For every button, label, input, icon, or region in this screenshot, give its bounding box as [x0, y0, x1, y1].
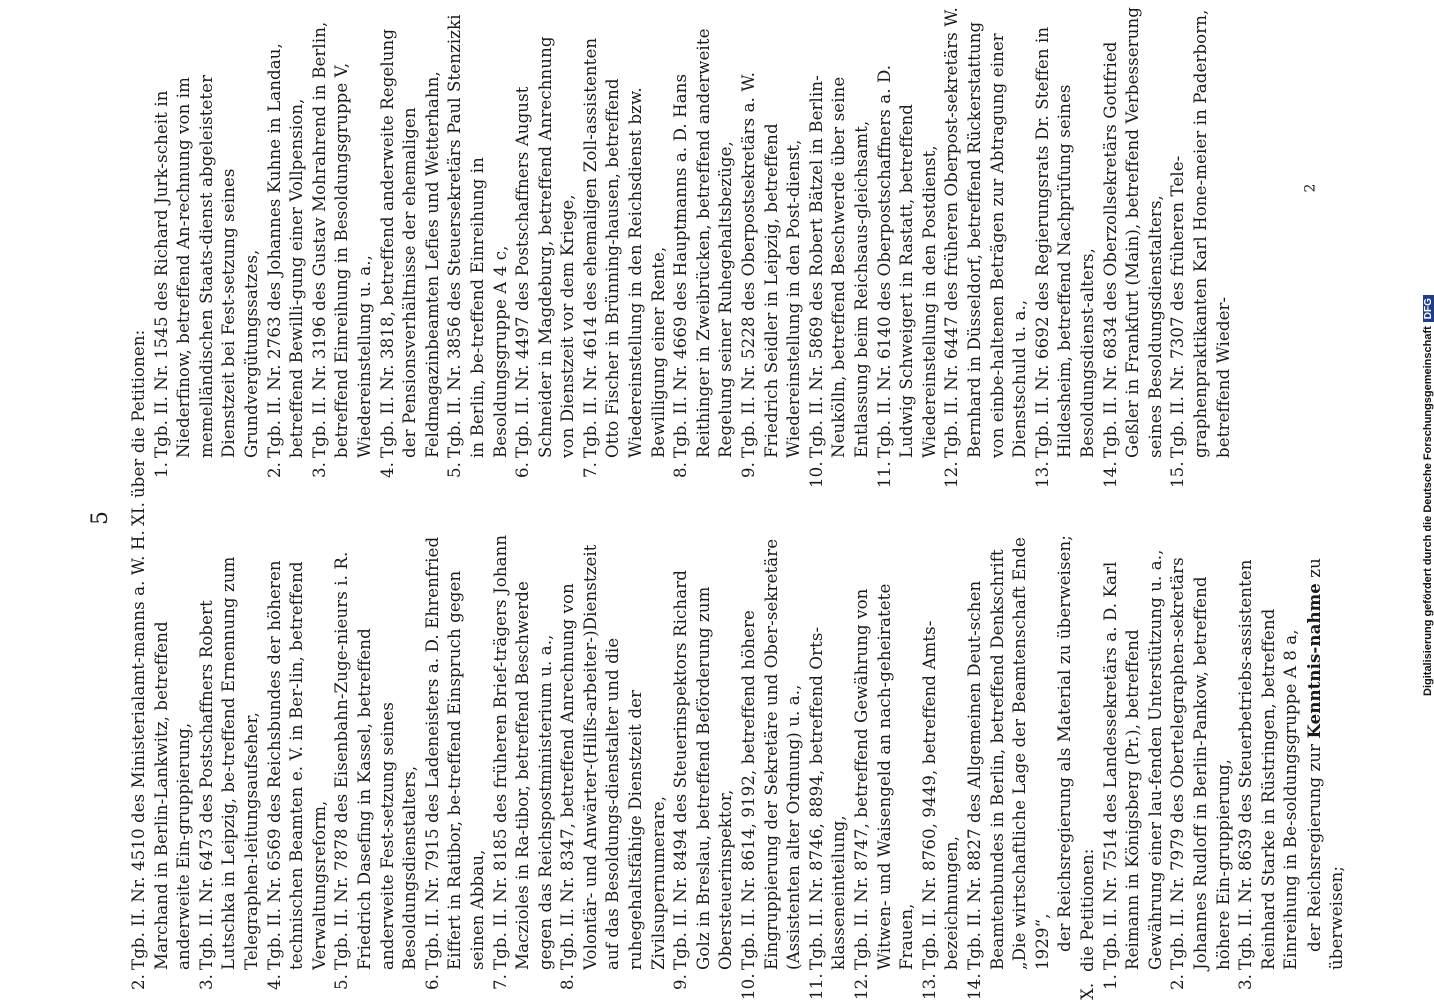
note-bold: Kenntnis-nahme — [1303, 583, 1324, 739]
petition-item — [444, 3, 512, 488]
petition-item — [309, 3, 377, 488]
left-note-kenntnis — [1303, 530, 1349, 1000]
petition-item — [1100, 3, 1168, 488]
petition-item — [738, 530, 806, 1000]
petition-text: Tgb. II. Nr. 6140 des Oberpostschaffners a. D. Ludwig Schweigert in Rastatt, betreffend Wiedereinstellung in den Postdienst, — [874, 64, 939, 458]
petition-number: 14. — [964, 973, 984, 1000]
petition-text: Tgb. II. Nr. 8614, 9192, betreffend höhere Eingruppierung der Sekretäre und Ober-sekretäre (Assistenten alter Ordnung) u. a., — [739, 538, 804, 970]
section-xi-petition-list — [151, 3, 1236, 488]
petition-number: 13. — [919, 973, 939, 1000]
left-note-material: der Reichsregierung als Material zu überweisen; — [1055, 535, 1075, 952]
petition-text: Tgb. II. Nr. 4614 des ehemaligen Zoll-assistenten Otto Fischer in Brünning-hausen, betreffend Wiedereinstellung in den Reichsdienst bzw. Bewilligung einer Rente, — [580, 37, 668, 458]
petition-item — [1167, 530, 1235, 1000]
petition-number: 5. — [445, 462, 465, 479]
petition-number: 11. — [874, 461, 894, 488]
petition-item — [1100, 530, 1168, 1000]
petition-item — [128, 530, 196, 1000]
petition-text: Tgb. II. Nr. 8827 des Allgemeinen Deut-schen Beamtenbundes in Berlin, betreffend Denkschrift „Die wirtschaftliche Lage der Beamtenschaft Ende 1929“, — [964, 537, 1052, 970]
petition-item — [196, 530, 264, 1000]
petition-item — [151, 3, 264, 488]
petition-text: Tgb. II. Nr. 5869 des Robert Bätzel in Berlin-Neukölln, betreffend Beschwerde über seine Entlassung beim Reichsaus-gleichsamt, — [806, 75, 871, 458]
note-post: zu überweisen; — [1304, 558, 1347, 970]
petition-text: Tgb. II. Nr. 1545 des Richard Jurk-scheit in Niederfinow, betreffend An-rechnung von im memelländischen Staats-dienst abgeleisteter Dienstzeit bei Fest-setzung seines Grundvergütungssatzes, — [151, 74, 261, 458]
petition-item — [422, 530, 490, 1000]
petition-item — [806, 3, 874, 488]
rotated-document-page — [90, 0, 1390, 1000]
page-number: 5 — [88, 511, 113, 525]
petition-number: 7. — [490, 974, 510, 991]
section-xi-head: über die Petitionen: — [129, 329, 148, 498]
left-column — [128, 530, 1349, 1000]
petition-text: Tgb. II. Nr. 4497 des Postschaffners August Schneider in Magdeburg, betreffend Anrechnung von Dienstzeit vor dem Kriege, — [513, 36, 578, 458]
petition-item — [1167, 3, 1235, 488]
petition-number: 6. — [513, 462, 533, 479]
petition-number: 10. — [806, 461, 826, 488]
petition-number: 2. — [264, 462, 284, 479]
section-xi-heading — [128, 3, 151, 526]
petition-number: 2. — [1168, 974, 1188, 991]
petition-text: Tgb. II. Nr. 8639 des Steuerbetriebs-assistenten Reinhard Starke in Rüstringen, betreffend Einreihung in Be-soldungsgruppe A 8 a, — [1236, 559, 1301, 970]
petition-item — [377, 3, 445, 488]
petition-item — [557, 530, 670, 1000]
digitization-credit — [1418, 6, 1434, 706]
footer-number: 2 — [1302, 183, 1319, 193]
petition-text: Tgb. II. Nr. 2763 des Johannes Kuhne in Landau, betreffend Bewilli-gung einer Vollpension, — [264, 43, 307, 458]
section-x-head: die Petitionen: — [1077, 848, 1097, 972]
petition-number: 6. — [422, 974, 442, 991]
section-xi-roman: XI. — [129, 502, 148, 526]
petition-item — [919, 530, 964, 1000]
petition-number: 3. — [309, 462, 329, 479]
petition-number: 8. — [558, 974, 578, 991]
petition-text: Tgb. II. Nr. 7878 des Eisenbahn-Zuge-nieurs i. R. Friedrich Dasefing in Kassel, betreffend anderweite Fest-setzung seines Besoldungsdienstalters, — [332, 551, 420, 970]
petition-number: 8. — [671, 462, 691, 479]
petition-item — [580, 3, 670, 488]
petition-item — [670, 530, 738, 1000]
petition-text: Tgb. II. Nr. 7915 des Ladeneisters a. D. Ehrenfried Eiffert in Ratibor, be-treffend Einspruch gegen seinen Abbau, — [422, 536, 487, 970]
petition-number: 9. — [671, 974, 691, 991]
left-petition-list — [128, 530, 1054, 1000]
petition-number: 15. — [1168, 461, 1188, 488]
petition-number: 1. — [1100, 974, 1120, 991]
petition-text: Tgb. II. Nr. 4669 des Hauptmanns a. D. Hans Reithinger in Zweibrücken, betreffend anderweite Regelung seiner Ruhegehaltsbezüge, — [671, 28, 736, 458]
petition-item — [964, 530, 1054, 1000]
petition-text: Tgb. II. Nr. 6834 des Oberzollsekretärs Gottfried Geßler in Frankfurt (Main), betreffend Verbesserung seines Besoldungsdienstalters, — [1100, 6, 1165, 458]
petition-item — [1032, 3, 1100, 488]
petition-number: 14. — [1100, 461, 1120, 488]
petition-text: Tgb. II. Nr. 5228 des Oberpostsekretärs a. W. Friedrich Seidler in Leipzig, betreffend Wiedereinstellung in den Post-dienst, — [739, 71, 804, 458]
petition-number: 11. — [806, 973, 826, 1000]
petition-text: Tgb. II. Nr. 8347, betreffend Anrechnung von Volontär- und Anwärter-(Hilfs-arbeiter-)Dienstzeit auf das Besoldungs-dienstalter und die ruhegehaltsfähige Dienstzeit der Zivilsupernumerare, — [558, 544, 668, 970]
petition-text: Tgb. II. Nr. 6569 des Reichsbundes der höheren technischen Beamten e. V. in Ber-lin, betreffend Verwaltungsreform, — [264, 560, 329, 970]
section-x-petition-list — [1100, 530, 1303, 1000]
note-pre: der Reichsregierung zur — [1304, 738, 1324, 952]
petition-number: 4. — [264, 974, 284, 991]
petition-text: Tgb. II. Nr. 8747, betreffend Gewährung von Witwen- und Waisengeld an nach-geheiratete Frauen, — [852, 583, 917, 970]
petition-text: Tgb. II. Nr. 3196 des Gustav Mohrahrend in Berlin, betreffend Einreihung in Besoldungsgruppe V, Wiedereinstellung u. a., — [309, 21, 374, 458]
petition-item — [851, 530, 919, 1000]
section-x-roman: X. — [1077, 982, 1097, 1000]
petition-item — [738, 3, 806, 488]
right-column — [128, 3, 1235, 526]
petition-item — [264, 3, 309, 488]
petition-number: 2. — [129, 974, 148, 991]
petition-item — [670, 3, 738, 488]
petition-text: Tgb. II. Nr. 7307 des früheren Tele-graphenpraktikanten Karl Hone-meier in Paderborn, betreffend Wieder- — [1168, 9, 1233, 458]
section-x-heading — [1077, 530, 1100, 1000]
petition-text: Tgb. II. Nr. 8760, 9449, betreffend Amts-bezeichnungen, — [919, 620, 962, 970]
petition-text: Tgb. II. Nr. 6692 des Regierungsrats Dr. Steffen in Hildesheim, betreffend Nachprüfung seines Besoldungsdienst-alters, — [1032, 26, 1097, 458]
petition-number: 7. — [580, 462, 600, 479]
petition-item — [1235, 530, 1303, 1000]
petition-number: 1. — [151, 462, 171, 479]
petition-number: 12. — [852, 973, 871, 1000]
petition-item — [490, 530, 558, 1000]
petition-text: Tgb. II. Nr. 8746, 8894, betreffend Orts-klasseneinteilung, — [806, 626, 849, 970]
petition-number: 4. — [377, 462, 397, 479]
petition-number: 10. — [739, 973, 759, 1000]
petition-text: Tgb. II. Nr. 6447 des früheren Oberpost-sekretärs W. Bernhard in Düsseldorf, betreffend Rückerstattung von einbe-haltenen Beträgen zur Abtragung einer Dienstschuld u. a., — [942, 7, 1030, 458]
petition-item — [941, 3, 1031, 488]
petition-item — [874, 3, 942, 488]
petition-item — [512, 3, 580, 488]
dfg-badge: DFG — [1423, 295, 1434, 322]
petition-number: 9. — [739, 462, 759, 479]
petition-text: Tgb. II. Nr. 3818, betreffend anderweite Regelung der Pensionsverhältnisse der ehemaligen Feldmagazinbeamten Lefies und Wetterhahn, — [377, 28, 442, 458]
petition-text: Tgb. II. Nr. 8185 des früheren Brief-trägers Johann Maczioles in Ra-tibor, betreffend Beschwerde gegen das Reichspostministerium u. a., — [490, 534, 555, 970]
petition-text: Tgb. II. Nr. 3856 des Steuersekretärs Paul Stenzizki in Berlin, be-treffend Einreihung in Besoldungsgruppe A 4 c, — [445, 14, 510, 458]
petition-number: 12. — [942, 461, 962, 488]
petition-item — [331, 530, 421, 1000]
petition-number: 3. — [196, 974, 216, 991]
petition-item — [264, 530, 332, 1000]
petition-number: 5. — [332, 974, 352, 991]
petition-text: Tgb. II. Nr. 6473 des Postschaffners Robert Lutschka in Leipzig, be-treffend Ernennung zum Telegraphen-leitungsaufseher, — [196, 556, 261, 970]
petition-number: 13. — [1032, 461, 1052, 488]
credit-text: Digitalisierung gefördert durch die Deutsche Forschungsgemeinschaft — [1422, 326, 1434, 696]
petition-text: Tgb. II. Nr. 8494 des Steuerinspektors Richard Golz in Breslau, betreffend Beförderung zum Obersteuerinspektor, — [671, 570, 736, 970]
petition-text: Tgb. II. Nr. 7979 des Obertelegraphen-sekretärs Johannes Rudloff in Berlin-Pankow, betreffend höhere Ein-gruppierung, — [1168, 557, 1233, 970]
petition-number: 3. — [1236, 974, 1256, 991]
petition-item — [806, 530, 851, 1000]
petition-text: Tgb. II. Nr. 7514 des Landessekretärs a. D. Karl Reimann in Königsberg (Pr.), betreffend Gewährung einer lau-fenden Unterstützung u. a., — [1100, 549, 1165, 970]
petition-text: Tgb. II. Nr. 4510 des Ministerialamt-manns a. W. H. Marchand in Berlin-Lankwitz, betreffend anderweite Ein-gruppierung, — [129, 530, 194, 970]
